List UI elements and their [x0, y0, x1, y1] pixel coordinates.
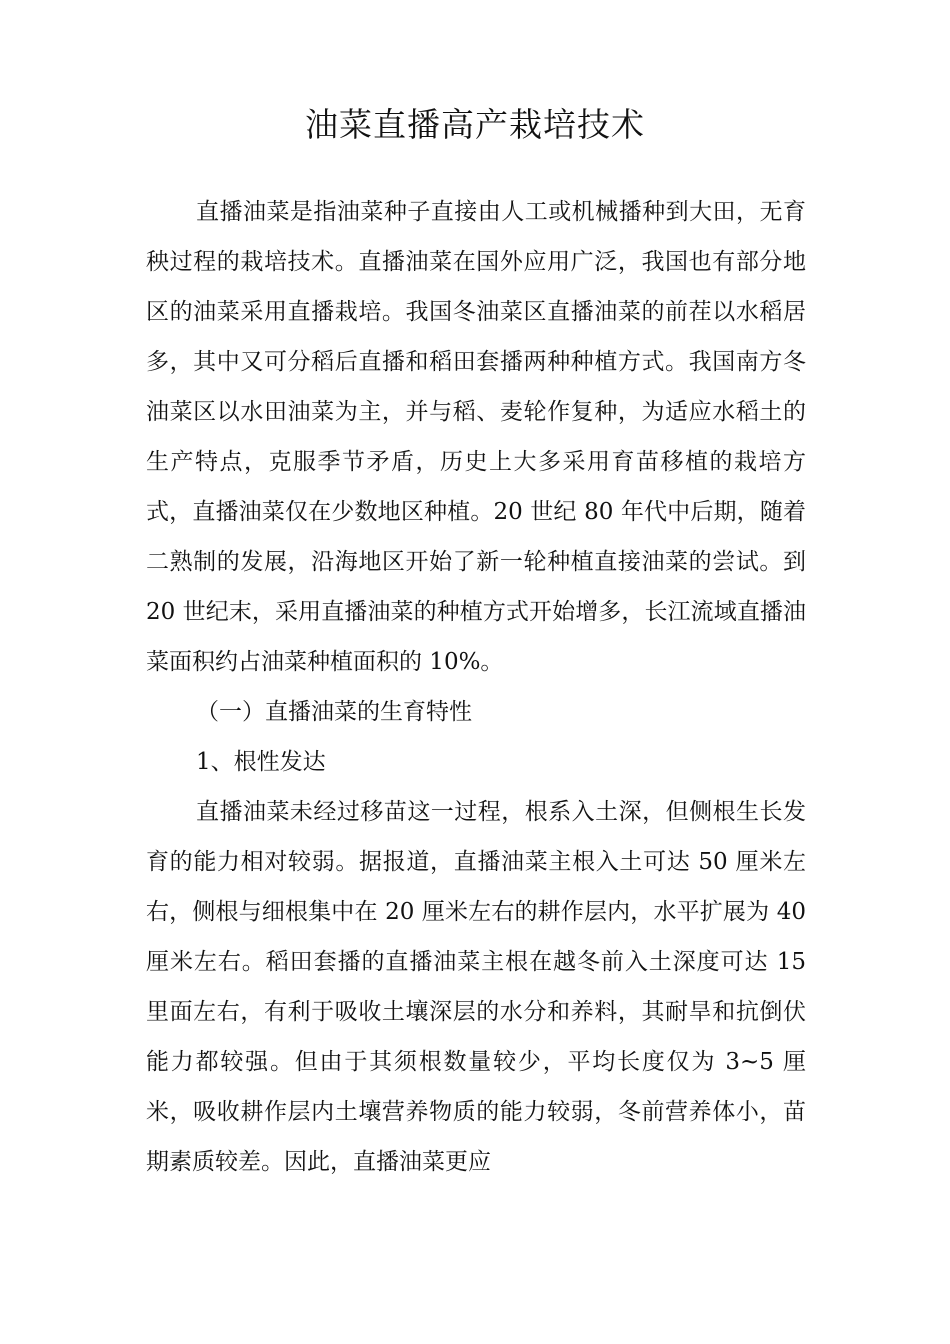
root-paragraph: 直播油菜未经过移苗这一过程，根系入土深，但侧根生长发育的能力相对较弱。据报道，直播油菜主根入土可达 50 厘米左右，侧根与细根集中在 20 厘米左右的耕作层内，水平扩展为 40 厘米左右。稻田套播的直播油菜主根在越冬前入土深度可达 15 里面左右，有利于吸收土壤深层的水分和养料，其耐旱和抗倒伏能力都较强。但由于其须根数量较少，平均长度仅为 3~5 厘米，吸收耕作层内土壤营养物质的能力较弱，冬前营养体小，苗期素质较差。因此，直播油菜更应 [146, 799, 806, 1175]
document-title: 油菜直播高产栽培技术 [305, 105, 645, 144]
section-heading: （一）直播油菜的生育特性 [196, 699, 472, 725]
document-body [146, 187, 806, 1187]
subsection-heading: 1、根性发达 [196, 749, 326, 775]
intro-paragraph: 直播油菜是指油菜种子直接由人工或机械播种到大田，无育秧过程的栽培技术。直播油菜在国外应用广泛，我国也有部分地区的油菜采用直播栽培。我国冬油菜区直播油菜的前茬以水稻居多，其中又可分稻后直播和稻田套播两种种植方式。我国南方冬油菜区以水田油菜为主，并与稻、麦轮作复种，为适应水稻土的生产特点，克服季节矛盾，历史上大多采用育苗移植的栽培方式，直播油菜仅在少数地区种植。20 世纪 80 年代中后期，随着二熟制的发展，沿海地区开始了新一轮种植直接油菜的尝试。到 20 世纪末，采用直播油菜的种植方式开始增多，长江流域直播油菜面积约占油菜种植面积的 10%。 [146, 199, 806, 675]
